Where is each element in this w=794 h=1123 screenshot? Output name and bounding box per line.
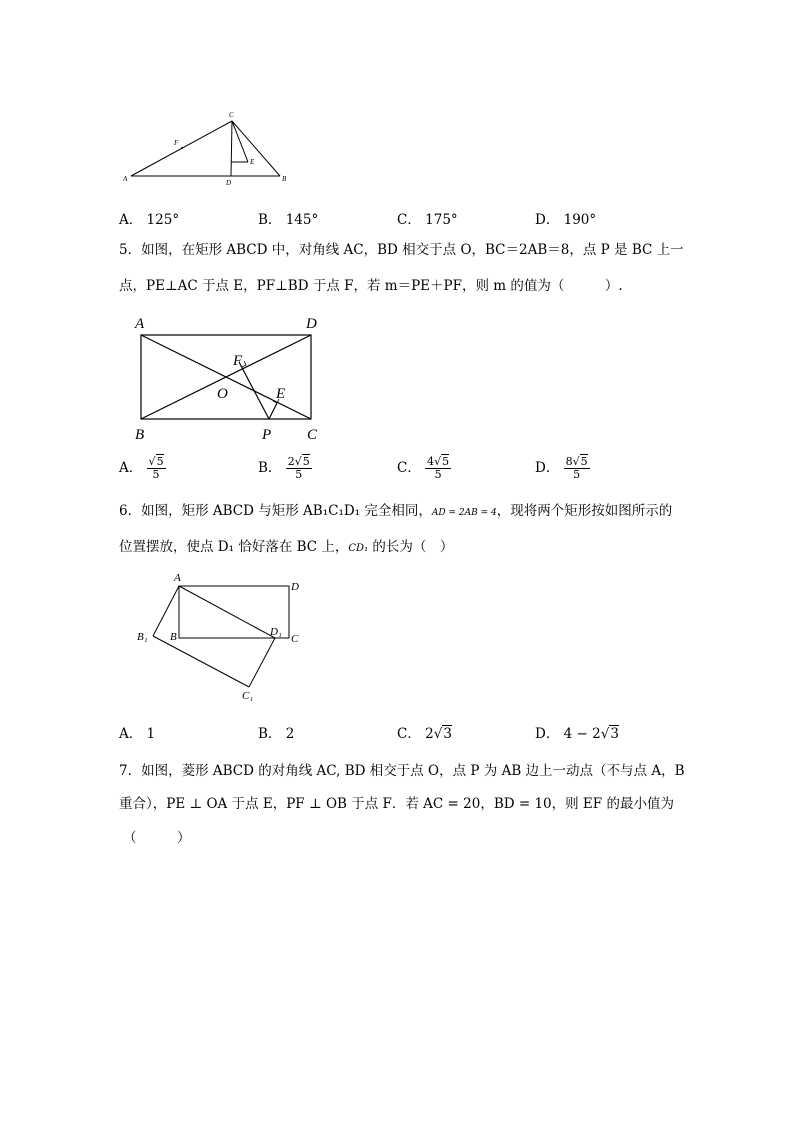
q6-label-d: D: [291, 581, 299, 593]
q5-option-d-fraction: $\frac{8√5}{5}$: [565, 455, 588, 481]
q4-option-d-text: 190°: [563, 212, 597, 228]
q5-label-b: B: [135, 427, 145, 443]
q6-option-b[interactable]: [258, 722, 294, 742]
q4-option-c-letter: C．: [397, 212, 421, 228]
q6-line-1-part-a: 6．如图，矩形 ABCD 与矩形 AB₁C₁D₁ 完全相同，: [119, 503, 432, 519]
q5-line-2: 点，PE⊥AC 于点 E，PF⊥BD 于点 F，若 m＝PE＋PF，则 m 的值为（ ）.: [119, 278, 623, 294]
q6-option-c-rad: 3: [443, 726, 452, 742]
q4-figure: [118, 105, 298, 190]
q7-line-1: 7．如图，菱形 ABCD 的对角线 AC, BD 相交于点 O，点 P 为 AB 边上一动点（不与点 A，B: [119, 763, 685, 779]
q5-label-c: C: [307, 427, 318, 443]
q5-option-c[interactable]: [397, 456, 451, 481]
q6-option-a-text: 1: [146, 726, 156, 742]
q6-label-d1: D₁: [270, 626, 282, 638]
q6-option-b-letter: B．: [258, 726, 282, 742]
q4-option-d[interactable]: [535, 208, 596, 228]
q7-line-3: （ ）: [123, 830, 191, 846]
q5-option-d-coef: 8: [565, 455, 573, 468]
q6-line-2: [119, 535, 453, 555]
q7-line-2: 重合），PE ⊥ OA 于点 E，PF ⊥ OB 于点 F．若 AC = 20，BD = 10，则 EF 的最小值为: [119, 796, 674, 812]
q6-line-2-part-b: 的长为（ ）: [368, 539, 454, 555]
q6-label-b1: B₁: [137, 631, 148, 643]
q6-option-d-prefix: 4 − 2: [563, 726, 601, 742]
q4-option-b-letter: B．: [258, 212, 282, 228]
q6-option-d-letter: D．: [535, 726, 560, 742]
q5-option-d-letter: D．: [535, 460, 560, 476]
q6-option-a-letter: A．: [119, 726, 143, 742]
q5-label-a: A: [135, 316, 145, 332]
q6-label-c: C: [291, 633, 299, 645]
q5-label-o: O: [217, 386, 228, 402]
q6-line-1: [119, 499, 672, 519]
q6-option-d[interactable]: D． 4 − 2√3: [535, 726, 619, 742]
q4-option-a-letter: A．: [119, 212, 143, 228]
q5-figure: [126, 310, 336, 445]
q4-label-b: B: [282, 175, 287, 183]
q5-label-p: P: [262, 427, 272, 443]
q6-option-b-text: 2: [285, 726, 295, 742]
q6-label-b: B: [170, 631, 177, 643]
q5-line-1: 5．如图，在矩形 ABCD 中，对角线 AC，BD 相交于点 O，BC＝2AB＝8，点 P 是 BC 上一: [119, 242, 684, 258]
q6-cd1: CD₁: [348, 543, 369, 554]
q5-option-b-fraction: $\frac{2√5}{5}$: [287, 455, 310, 481]
q5-option-b[interactable]: [258, 456, 312, 481]
q5-option-c-rad: 5: [442, 455, 450, 468]
q4-label-c: C: [229, 111, 234, 119]
q5-option-b-coef: 2: [287, 455, 295, 468]
q5-label-d: D: [306, 316, 317, 332]
q5-option-b-den: 5: [295, 468, 303, 481]
q6-option-c-coef: 2: [425, 726, 434, 742]
q5-option-b-letter: B．: [258, 460, 282, 476]
q4-label-d: D: [226, 179, 232, 187]
q6-option-a[interactable]: [119, 722, 155, 742]
q5-option-c-coef: 4: [427, 455, 435, 468]
q5-option-a-fraction: $\frac{√5}{5}$: [148, 455, 164, 481]
q5-label-e: E: [276, 386, 286, 402]
q4-option-b-text: 145°: [285, 212, 319, 228]
q6-option-c[interactable]: C． 2√3: [397, 726, 452, 742]
q5-label-f: F: [233, 353, 243, 369]
q6-option-d-rad: 3: [610, 726, 619, 742]
q4-option-a-text: 125°: [146, 212, 180, 228]
q4-option-b[interactable]: [258, 208, 318, 228]
q4-label-f: F: [174, 139, 179, 147]
q5-option-d-rad: 5: [580, 455, 588, 468]
q5-option-a-den: 5: [152, 468, 160, 481]
q6-figure: [134, 568, 309, 703]
q4-option-c-text: 175°: [425, 212, 458, 228]
q6-line-2-part-a: 位置摆放，使点 D₁ 恰好落在 BC 上，: [119, 539, 349, 555]
q5-option-d-den: 5: [573, 468, 581, 481]
q5-option-c-letter: C．: [397, 460, 421, 476]
q4-option-c[interactable]: [397, 208, 458, 228]
q5-option-d[interactable]: [535, 456, 590, 481]
q5-option-c-den: 5: [434, 468, 442, 481]
q6-label-c1: C₁: [242, 690, 254, 702]
q6-equation: AD = 2AB = 4: [431, 508, 497, 518]
q5-option-c-fraction: $\frac{4√5}{5}$: [427, 455, 450, 481]
q4-option-d-letter: D．: [535, 212, 560, 228]
q5-option-a[interactable]: [119, 456, 166, 481]
q5-option-b-rad: 5: [302, 455, 310, 468]
q5-option-a-rad: 5: [156, 455, 164, 468]
q5-option-a-letter: A．: [119, 460, 143, 476]
q6-line-1-part-b: ，现将两个矩形按如图所示的: [496, 503, 673, 519]
q4-option-a[interactable]: [119, 208, 179, 228]
q6-label-a: A: [174, 572, 181, 584]
q6-option-c-letter: C．: [397, 726, 421, 742]
q4-label-e: E: [250, 158, 255, 166]
q4-label-a: A: [123, 175, 128, 183]
